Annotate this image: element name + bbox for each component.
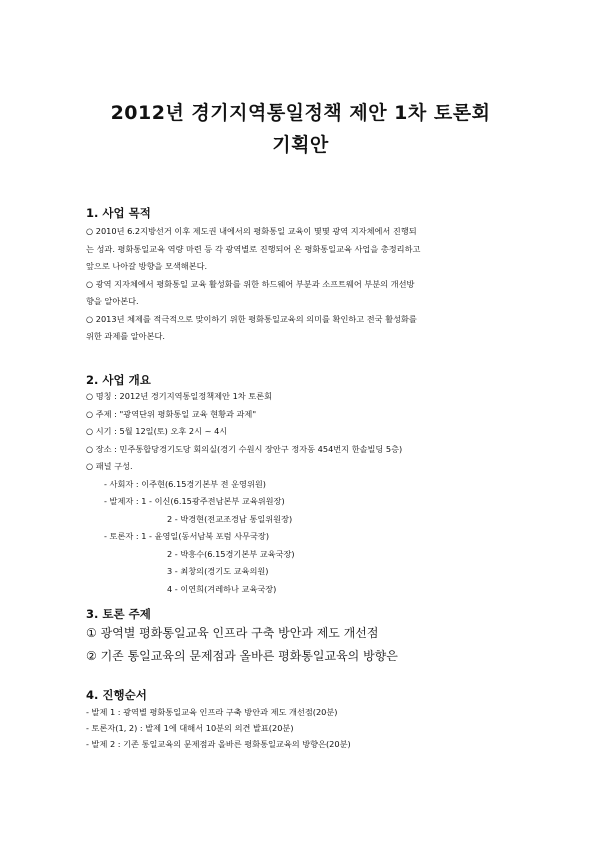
- topic-item: ① 광역별 평화통일교육 인프라 구축 방안과 제도 개선점: [86, 626, 379, 640]
- section1-heading: 1. 사업 목적: [86, 206, 151, 220]
- overview-item: ○ 장소 : 민주통합당경기도당 회의실(경기 수원시 장안구 정자동 454번지 한솔빌딩 5층): [86, 443, 403, 454]
- overview-item: ○ 주제 : "광역단위 평화통일 교육 현황과 과제": [86, 408, 257, 419]
- section2-heading: 2. 사업 개요: [86, 373, 151, 387]
- topic-item: ② 기존 통일교육의 문제점과 올바른 평화통일교육의 방향은: [86, 649, 398, 663]
- section1-line: ○ 2013년 체제를 적극적으로 맞이하기 위한 평화통일교육의 의미를 확인하고 전국 활성화를: [86, 313, 417, 324]
- panel-moderator: - 사회자 : 이주현(6.15경기본부 전 운영위원): [104, 478, 266, 489]
- schedule-item: - 토론자(1, 2) : 발제 1에 대해서 10분의 의견 발표(20분): [86, 723, 294, 733]
- section1-body: [86, 223, 520, 346]
- section1-line: ○ 2010년 6.2지방선거 이후 제도권 내에서의 평화통일 교육이 몇몇 광역 지자체에서 진행되: [86, 226, 417, 236]
- overview-item: ○ 명칭 : 2012년 경기지역통일정책제안 1차 토론회: [86, 391, 273, 401]
- panel-presenter: 2 - 박경현(전교조경남 통일위원장): [167, 513, 293, 524]
- section1-line: 는 성과. 평화통일교육 역량 마련 등 각 광역별로 진행되어 온 평화통일교육 사업을 총정리하고: [86, 243, 421, 254]
- section1-line: ○ 광역 지자체에서 평화통일 교육 활성화를 위한 하드웨어 부분과 소프트웨어 부분의 개선방: [86, 278, 415, 289]
- section3-heading: 3. 토론 주제: [86, 607, 151, 621]
- section1-line: 향을 알아본다.: [86, 296, 139, 306]
- overview-item: ○ 시기 : 5월 12일(토) 오후 2시 ~ 4시: [86, 426, 228, 436]
- panel-discussant: - 토론자 : 1 - 윤영일(동서남북 포럼 사무국장): [104, 531, 270, 541]
- panel-discussant: 4 - 이연희(겨레하나 교육국장): [167, 583, 277, 594]
- section2-body: [86, 388, 520, 598]
- document-subtitle: 기획안: [272, 134, 329, 156]
- panel-discussant: 2 - 박흥수(6.15경기본부 교육국장): [167, 548, 295, 559]
- schedule-item: - 발제 1 : 광역별 평화통일교육 인프라 구축 방안과 제도 개선점(20분): [86, 707, 338, 717]
- section1-line: 위한 과제를 알아본다.: [86, 331, 165, 341]
- schedule-item: - 발제 2 : 기존 통일교육의 문제점과 올바른 평화통일교육의 방향은(20분): [86, 739, 351, 749]
- section4-body: [86, 704, 520, 752]
- document-title: 2012년 경기지역통일정책 제안 1차 토론회: [110, 102, 491, 124]
- section1-line: 앞으로 나아갈 방향을 모색해본다.: [86, 261, 208, 271]
- overview-item: ○ 패널 구성.: [86, 461, 133, 471]
- panel-discussant: 3 - 최창의(경기도 교육의원): [167, 566, 269, 576]
- panel-presenter: - 발제자 : 1 - 이신(6.15광주전남본부 교육위원장): [104, 496, 285, 506]
- section4-heading: 4. 진행순서: [86, 688, 147, 702]
